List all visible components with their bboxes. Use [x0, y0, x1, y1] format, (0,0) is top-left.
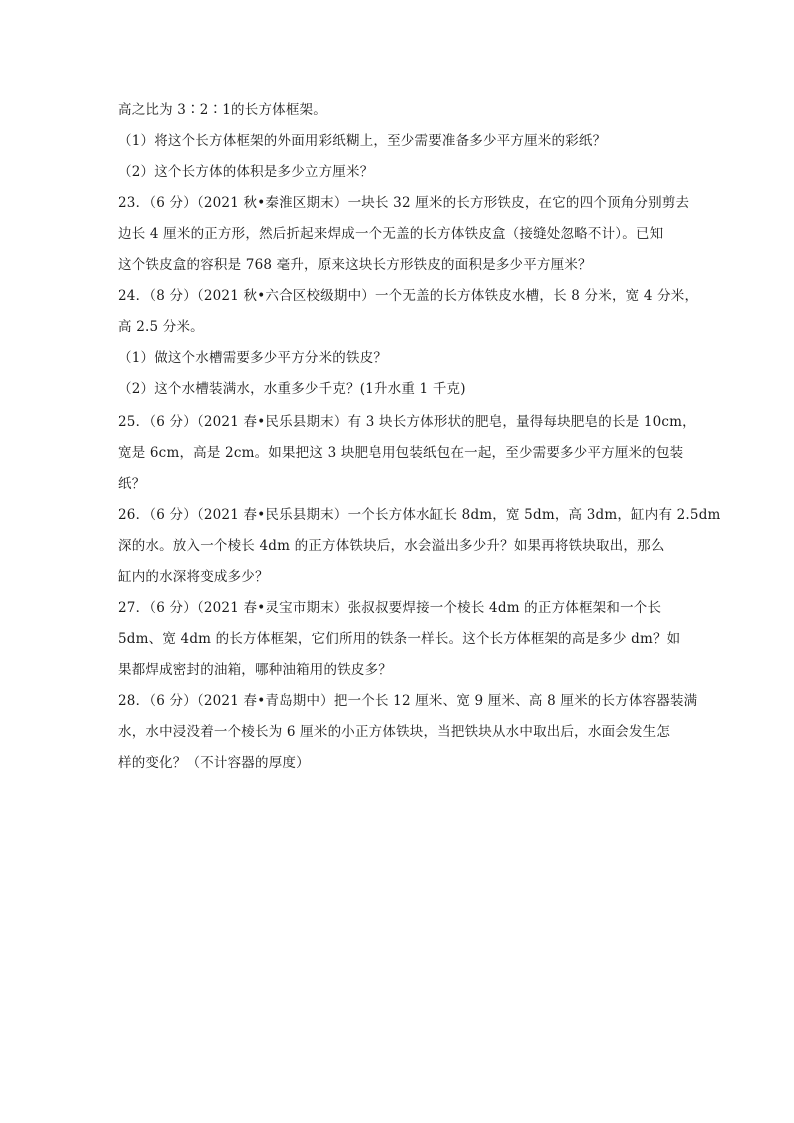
- problem-27-line-2: 5dm、宽 4dm 的长方体框架，它们所用的铁条一样长。这个长方体框架的高是多少 dm？如: [118, 631, 681, 647]
- problem-23-line-3: 这个铁皮盒的容积是 768 毫升，原来这块长方形铁皮的面积是多少平方厘米？: [118, 257, 592, 273]
- problem-25-line-2: 宽是 6cm，高是 2cm。如果把这 3 块肥皂用包装纸包在一起，至少需要多少平方厘米的包装: [118, 445, 684, 461]
- problem-24-subquestion-1: （1）做这个水槽需要多少平方分米的铁皮？: [118, 350, 388, 366]
- problem-25-line-3: 纸？: [118, 476, 146, 492]
- problem-28-line-1: 28．（6 分）（2021 春•青岛期中）把一个长 12 厘米、宽 9 厘米、高 8 厘米的长方体容器装满: [118, 693, 698, 709]
- problem-27-line-1: 27．（6 分）（2021 春•灵宝市期末）张叔叔要焊接一个棱长 4dm 的正方体框架和一个长: [118, 600, 662, 616]
- document-body: [118, 100, 721, 784]
- problem-27-line-3: 果都焊成密封的油箱，哪种油箱用的铁皮多？: [118, 662, 392, 678]
- problem-26-line-1: 26．（6 分）（2021 春•民乐县期末）一个长方体水缸长 8dm，宽 5dm，高 3dm，缸内有 2.5dm: [118, 507, 721, 523]
- problem-22-subquestion-1: （1）将这个长方体框架的外面用彩纸糊上，至少需要准备多少平方厘米的彩纸？: [118, 133, 607, 149]
- problem-28-line-3: 样的变化？（不计容器的厚度）: [118, 755, 310, 771]
- problem-24-subquestion-2: （2）这个水槽装满水，水重多少千克？(1升水重 1 千克): [118, 381, 466, 397]
- problem-25-line-1: 25．（6 分）（2021 春•民乐县期末）有 3 块长方体形状的肥皂，量得每块肥皂的长是 10cm，: [118, 414, 696, 430]
- problem-28-line-2: 水，水中浸没着一个棱长为 6 厘米的小正方体铁块，当把铁块从水中取出后，水面会发生怎: [118, 724, 671, 740]
- problem-24-line-2: 高 2.5 分米。: [118, 319, 204, 335]
- problem-26-line-2: 深的水。放入一个棱长 4dm 的正方体铁块后，水会溢出多少升？如果再将铁块取出，那么: [118, 538, 665, 554]
- problem-26-line-3: 缸内的水深将变成多少？: [118, 569, 269, 585]
- problem-23-line-2: 边长 4 厘米的正方形，然后折起来焊成一个无盖的长方体铁皮盒（接缝处忽略不计）。已知: [118, 226, 664, 242]
- problem-22-subquestion-2: （2）这个长方体的体积是多少立方厘米？: [118, 164, 374, 180]
- problem-23-line-1: 23．（6 分）（2021 秋•秦淮区期末）一块长 32 厘米的长方形铁皮，在它的四个顶角分别剪去: [118, 195, 690, 211]
- problem-22-continuation: 高之比为 3∶2∶1的长方体框架。: [118, 102, 327, 118]
- problem-24-line-1: 24．（8 分）（2021 秋•六合区校级期中）一个无盖的长方体铁皮水槽，长 8 分米，宽 4 分米，: [118, 288, 699, 304]
